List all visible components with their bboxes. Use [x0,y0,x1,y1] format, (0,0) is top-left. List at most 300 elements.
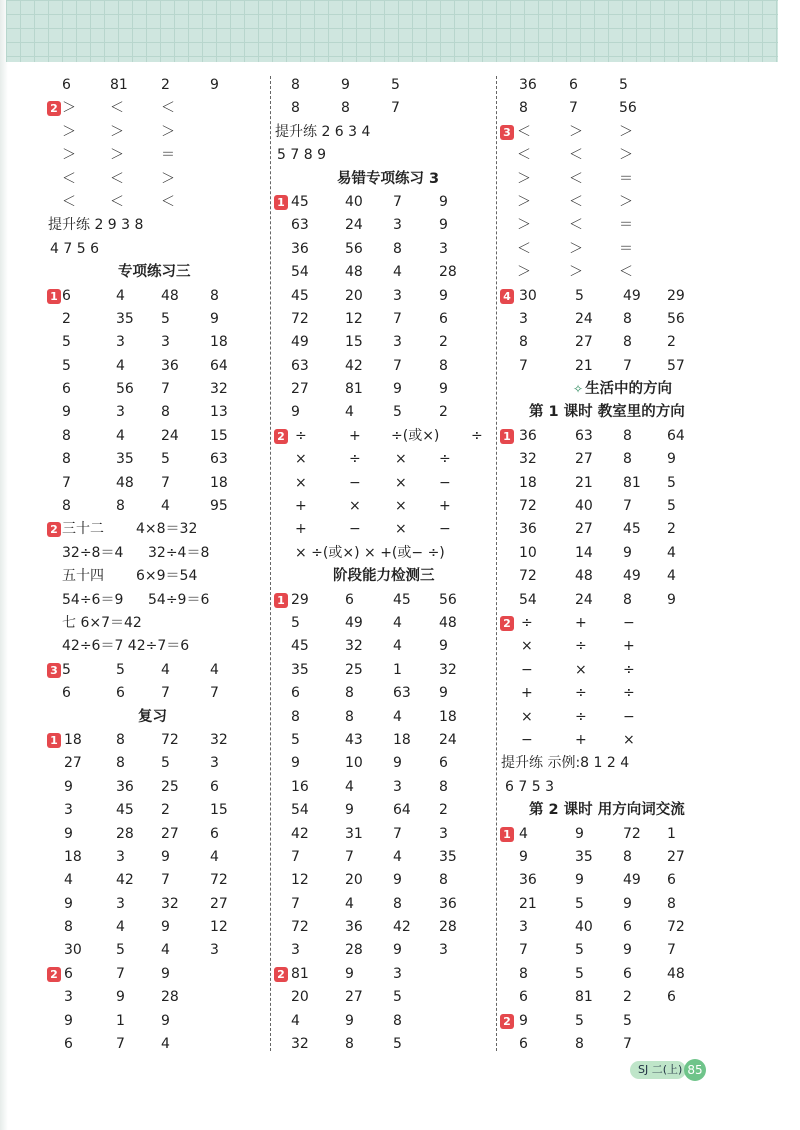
answer-cell: 8 [116,755,125,772]
answer-row [48,869,266,892]
answer-column-2 [275,74,490,1056]
answer-row [48,893,266,916]
answer-cell: ＞ [517,217,531,234]
answer-cell: 3 [393,778,402,795]
answer-cell: 4 [345,404,354,421]
answer-cell: 27 [667,848,685,865]
answer-cell: 35 [116,310,134,327]
answer-row [48,776,266,799]
answer-cell: 9 [62,404,71,421]
answer-cell: 9 [64,895,73,912]
answer-cell: 42 [291,825,309,842]
answer-cell: 3 [439,240,448,257]
answer-cell: 7 [62,474,71,491]
page-number: 85 [684,1059,706,1081]
answer-cell: 3 [64,989,73,1006]
answer-cell: × [623,731,635,748]
answer-row [48,121,266,144]
answer-row [275,776,490,799]
answer-cell: 27 [575,451,593,468]
answer-row [275,97,490,120]
answer-row [48,799,266,822]
answer-cell: 提升练 2 6 3 4 [275,123,371,140]
answer-cell: 9 [161,919,170,936]
answer-cell: 2 [667,521,676,538]
answer-row [501,1010,731,1033]
answer-cell: 10 [345,755,363,772]
answer-cell: 36 [161,357,179,374]
answer-cell: 20 [291,989,309,1006]
answer-cell: 9 [519,848,528,865]
question-number-badge: 1 [274,195,288,210]
answer-cell: − [439,521,451,538]
answer-cell: 3 [439,825,448,842]
answer-row [275,1010,490,1033]
answer-cell: 6 [439,310,448,327]
question-number-badge: 2 [47,967,61,982]
answer-cell: 9 [439,638,448,655]
answer-row [48,916,266,939]
answer-cell: ＜ [517,240,531,257]
answer-cell: ＞ [161,170,175,187]
answer-cell: 63 [291,357,309,374]
section-heading [48,706,266,729]
answer-cell: 12 [210,919,228,936]
answer-cell: 9 [439,685,448,702]
answer-cell: 21 [519,895,537,912]
answer-cell: ÷ [575,708,587,725]
answer-cell: 49 [623,568,641,585]
answer-cell: 7 [623,498,632,515]
answer-cell: − [623,614,635,631]
answer-cell: 8 [64,919,73,936]
answer-cell: 4 [161,1036,170,1053]
answer-cell: 49 [623,287,641,304]
answer-cell: 6 [291,685,300,702]
answer-row [501,776,731,799]
answer-cell: 3 [393,334,402,351]
answer-row [275,472,490,495]
answer-cell: 10 [519,544,537,561]
answer-cell: 81 [575,989,593,1006]
answer-cell: ＞ [569,264,583,281]
answer-row [501,939,731,962]
answer-cell: 5 [291,731,300,748]
answer-cell: + [295,521,307,538]
answer-cell: ＜ [517,147,531,164]
answer-row [501,425,731,448]
answer-row [275,308,490,331]
answer-cell: 24 [439,731,457,748]
answer-row [501,916,731,939]
answer-cell: 64 [667,427,685,444]
answer-cell: 5 [161,310,170,327]
answer-cell: 4 [519,825,528,842]
answer-cell: + [623,638,635,655]
answer-cell: 12 [345,310,363,327]
answer-cell: 72 [667,919,685,936]
answer-row [501,97,731,120]
answer-cell: 5 7 8 9 [277,147,326,164]
answer-cell: ÷ [575,685,587,702]
answer-cell: ＜ [62,170,76,187]
answer-row [48,1010,266,1033]
answer-cell: 43 [345,731,363,748]
answer-cell: 6 [210,778,219,795]
answer-cell: ÷(或×) [391,427,440,444]
answer-row [275,191,490,214]
answer-cell: 4×8＝32 [136,521,198,538]
book-label: SJ 二(上) [630,1061,686,1079]
answer-row [501,495,731,518]
answer-row [501,682,731,705]
answer-cell: 35 [116,451,134,468]
answer-row [48,1033,266,1056]
answer-cell: 6 [64,965,73,982]
answer-row [48,729,266,752]
heading-text: 专项练习三 [118,264,191,281]
answer-row [275,518,490,541]
answer-cell: 3 [393,965,402,982]
answer-cell: 63 [291,217,309,234]
answer-cell: 72 [519,498,537,515]
answer-cell: 9 [393,872,402,889]
answer-cell: 8 [623,848,632,865]
answer-cell: ＜ [569,193,583,210]
answer-row [501,74,731,97]
answer-cell: 8 [161,404,170,421]
answer-row [48,285,266,308]
answer-cell: 32 [519,451,537,468]
answer-cell: 4 [393,264,402,281]
answer-row [275,214,490,237]
answer-cell: 4 [161,942,170,959]
answer-cell: 9 [345,965,354,982]
answer-cell: 8 [210,287,219,304]
answer-cell: 8 [667,895,676,912]
answer-cell: ＜ [569,147,583,164]
answer-cell: 8 [623,310,632,327]
answer-cell: 40 [575,919,593,936]
answer-row [501,168,731,191]
answer-cell: ＞ [62,100,76,117]
answer-cell: 9 [393,942,402,959]
answer-row [501,846,731,869]
answer-cell: 4 [64,872,73,889]
answer-row [275,331,490,354]
answer-cell: ÷ [521,614,533,631]
answer-cell: 2 [161,802,170,819]
answer-cell: 45 [623,521,641,538]
question-number-badge: 1 [47,733,61,748]
answer-cell: 8 [345,1036,354,1053]
heading-text: 第 1 课时 教室里的方向 [529,404,685,421]
answer-row [501,191,731,214]
answer-row [275,1033,490,1056]
answer-cell: 28 [439,264,457,281]
answer-row [275,542,490,565]
answer-cell: 6 [62,381,71,398]
answer-row [48,518,266,541]
answer-cell: 48 [575,568,593,585]
answer-cell: 21 [575,357,593,374]
answer-cell: 8 [623,591,632,608]
answer-row [275,285,490,308]
answer-cell: 9 [623,895,632,912]
answer-cell: 9 [575,825,584,842]
answer-row [48,846,266,869]
answer-row [275,261,490,284]
answer-cell: 9 [667,451,676,468]
answer-cell: 1 [393,661,402,678]
answer-cell: 28 [161,989,179,1006]
answer-cell: 3 [116,334,125,351]
answer-cell: 13 [210,404,228,421]
answer-row [501,565,731,588]
answer-cell: 2 [62,310,71,327]
answer-cell: 2 [439,404,448,421]
answer-cell: 32 [161,895,179,912]
answer-cell: 8 [291,77,300,93]
answer-cell: 42 [116,872,134,889]
answer-row [501,635,731,658]
answer-cell: 3 [64,802,73,819]
answer-cell: 63 [575,427,593,444]
answer-cell: 7 [623,1036,632,1053]
answer-cell: 42 [345,357,363,374]
answer-cell: 81 [623,474,641,491]
answer-cell: 7 [161,872,170,889]
answer-cell: 7 [391,100,400,117]
answer-cell: ＞ [161,123,175,140]
answer-cell: 7 [393,310,402,327]
answer-cell: 24 [345,217,363,234]
answer-cell: 9 [291,404,300,421]
section-heading [501,401,731,424]
answer-cell: + [295,498,307,515]
answer-row [275,74,490,97]
answer-cell: − [623,708,635,725]
answer-row [48,97,266,120]
answer-cell: 5 [623,1012,632,1029]
answer-cell: − [349,521,361,538]
answer-cell: × [575,661,587,678]
answer-cell: 29 [667,287,685,304]
answer-cell: 7 [291,848,300,865]
answer-column-1 [48,74,266,1056]
answer-cell: 2 [439,334,448,351]
answer-row [48,823,266,846]
header-grid-band [6,0,778,62]
answer-row [48,495,266,518]
answer-cell: 18 [393,731,411,748]
answer-row [275,589,490,612]
answer-cell: 6 [62,287,71,304]
answer-cell: 6 [623,919,632,936]
answer-cell: 3 [519,310,528,327]
answer-cell: ÷ [623,685,635,702]
section-heading [501,378,731,401]
answer-cell: 七 6×7＝42 [62,614,142,631]
answer-cell: 6 [62,685,71,702]
answer-cell: 8 [341,100,350,117]
answer-cell: 18 [210,334,228,351]
answer-cell: 81 [291,965,309,982]
answer-cell: 4 [116,919,125,936]
answer-cell: 5 [62,334,71,351]
column-divider [270,76,271,1051]
answer-cell: 27 [575,334,593,351]
answer-cell: 8 [62,451,71,468]
answer-cell: 9 [210,310,219,327]
answer-cell: 2 [623,989,632,1006]
answer-row [501,518,731,541]
answer-cell: 7 [393,825,402,842]
answer-cell: 40 [575,498,593,515]
answer-cell: 6 [519,1036,528,1053]
answer-cell: 63 [210,451,228,468]
answer-cell: 2 [667,334,676,351]
answer-row [501,612,731,635]
answer-cell: 3 [439,942,448,959]
heading-text: 复习 [138,708,167,725]
answer-cell: 18 [64,848,82,865]
answer-row [501,355,731,378]
answer-row [501,261,731,284]
answer-row [275,799,490,822]
answer-cell: × [395,521,407,538]
answer-cell: 7 [161,381,170,398]
answer-cell: 4 [291,1012,300,1029]
answer-cell: 7 [161,685,170,702]
answer-cell: 5 [161,755,170,772]
answer-cell: 4 [393,848,402,865]
answer-cell: ＞ [62,123,76,140]
answer-cell: 7 [345,848,354,865]
answer-cell: 8 [62,498,71,515]
answer-cell: 9 [575,872,584,889]
answer-cell: 30 [519,287,537,304]
answer-cell: ＜ [110,193,124,210]
answer-cell: 8 [393,895,402,912]
answer-cell: 27 [345,989,363,1006]
answer-cell: 8 [623,451,632,468]
answer-cell: 9 [64,778,73,795]
answer-cell: 6 [623,965,632,982]
answer-row [275,729,490,752]
answer-cell: 6 [667,989,676,1006]
answer-cell: 5 [575,965,584,982]
answer-cell: 32 [210,731,228,748]
answer-cell: 20 [345,287,363,304]
answer-cell: 5 [393,989,402,1006]
answer-row [275,916,490,939]
answer-cell: 9 [341,77,350,93]
answer-cell: ＞ [517,170,531,187]
answer-cell: 4 [667,568,676,585]
answer-cell: 32÷8＝4 [62,544,124,561]
answer-cell: 8 [393,1012,402,1029]
answer-cell: 6×9＝54 [136,568,198,585]
answer-row [501,121,731,144]
answer-cell: ＜ [161,193,175,210]
answer-cell: 36 [116,778,134,795]
answer-cell: 27 [64,755,82,772]
answer-cell: 9 [439,381,448,398]
answer-row [48,448,266,471]
answer-cell: 5 [667,498,676,515]
answer-cell: 5 [291,614,300,631]
answer-cell: 6 [64,1036,73,1053]
answer-row [501,706,731,729]
answer-cell: 4 [345,895,354,912]
answer-cell: 18 [64,731,82,748]
answer-cell: 4 [393,708,402,725]
answer-cell: 9 [291,755,300,772]
answer-cell: 4 [210,848,219,865]
answer-cell: 5 [393,1036,402,1053]
answer-cell: 9 [439,217,448,234]
answer-cell: × [349,498,361,515]
answer-cell: ＞ [110,147,124,164]
answer-cell: 4 [210,661,219,678]
answer-row [48,378,266,401]
answer-cell: ＜ [569,170,583,187]
answer-row [48,191,266,214]
answer-row [48,401,266,424]
answer-cell: ＜ [110,170,124,187]
answer-cell: 6 [116,685,125,702]
answer-cell: 36 [519,427,537,444]
answer-cell: 6 [569,77,578,93]
answer-cell: 16 [291,778,309,795]
answer-cell: 9 [393,755,402,772]
answer-cell: ÷ [349,451,361,468]
answer-row [501,752,731,775]
answer-cell: 5 [116,661,125,678]
answer-cell: 3 [161,334,170,351]
answer-cell: 21 [575,474,593,491]
answer-cell: 5 [575,895,584,912]
answer-cell: 42 [393,919,411,936]
answer-row [48,472,266,495]
answer-cell: 28 [116,825,134,842]
answer-cell: 36 [519,872,537,889]
answer-row [48,682,266,705]
answer-cell: 5 [575,1012,584,1029]
answer-row [501,893,731,916]
question-number-badge: 3 [47,663,61,678]
answer-cell: − [521,661,533,678]
answer-cell: ＞ [619,147,633,164]
answer-cell: 49 [291,334,309,351]
answer-cell: − [521,731,533,748]
answer-row [48,589,266,612]
answer-cell: 8 [623,427,632,444]
answer-cell: 56 [345,240,363,257]
answer-cell: 5 [161,451,170,468]
answer-row [501,542,731,565]
answer-cell: 4 7 5 6 [50,240,99,257]
answer-row [501,448,731,471]
answer-cell: 81 [345,381,363,398]
answer-row [501,963,731,986]
answer-row [275,448,490,471]
answer-row [501,238,731,261]
answer-cell: 3 [116,895,125,912]
answer-cell: 3 [116,848,125,865]
answer-row [48,425,266,448]
